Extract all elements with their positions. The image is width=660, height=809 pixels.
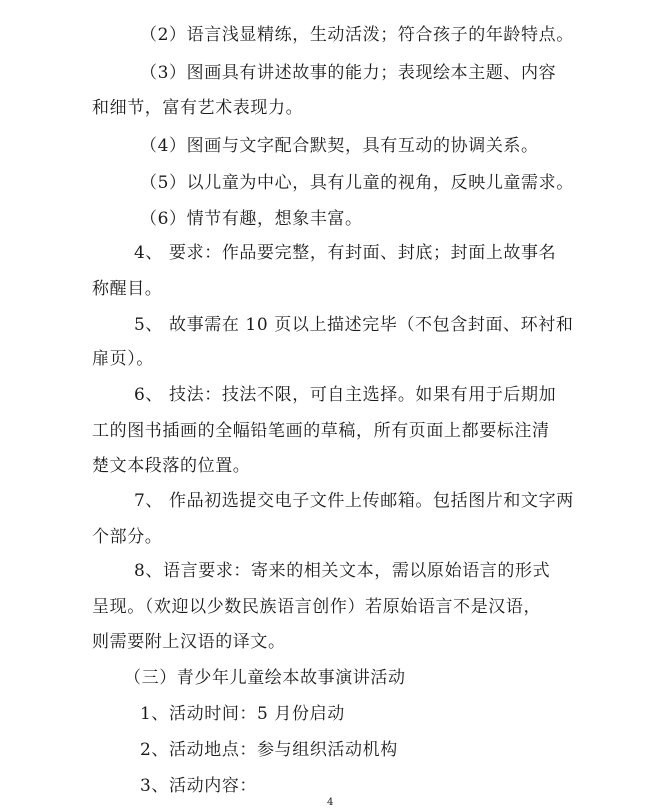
text-line-item-7b: 个部分。 xyxy=(92,527,163,547)
section-heading: （三）青少年儿童绘本故事演讲活动 xyxy=(124,668,406,688)
text-line-item-6c: 楚文本段落的位置。 xyxy=(92,456,251,476)
text-line-item-8b: 呈现。（欢迎以少数民族语言创作）若原始语言不是汉语， xyxy=(92,597,542,617)
page-number: 4 xyxy=(327,797,334,808)
text-line-criteria-6: （6）情节有趣，想象丰富。 xyxy=(140,209,363,229)
text-line-activity-place: 2、活动地点：参与组织活动机构 xyxy=(140,740,398,760)
text-line-criteria-4: （4）图画与文字配合默契，具有互动的协调关系。 xyxy=(140,136,539,156)
text-line-item-5a: 5、 故事需在 10 页以上描述完毕（不包含封面、环衬和 xyxy=(134,315,574,335)
text-line-item-4b: 称醒目。 xyxy=(92,279,163,299)
text-line-criteria-2: （2）语言浅显精练，生动活泼；符合孩子的年龄特点。 xyxy=(140,25,574,45)
text-line-item-8a: 8、语言要求：寄来的相关文本，需以原始语言的形式 xyxy=(134,561,551,581)
text-line-criteria-3a: （3）图画具有讲述故事的能力；表现绘本主题、内容 xyxy=(140,63,557,83)
text-line-item-4a: 4、 要求：作品要完整，有封面、封底；封面上故事名 xyxy=(134,243,557,263)
text-line-criteria-5: （5）以儿童为中心，具有儿童的视角，反映儿童需求。 xyxy=(140,173,574,193)
text-line-item-6a: 6、 技法：技法不限，可自主选择。如果有用于后期加 xyxy=(134,385,557,405)
text-line-criteria-3b: 和细节，富有艺术表现力。 xyxy=(92,98,304,118)
text-line-item-8c: 则需要附上汉语的译文。 xyxy=(92,632,286,652)
text-line-item-7a: 7、 作品初选提交电子文件上传邮箱。包括图片和文字两 xyxy=(134,491,574,511)
text-line-item-5b: 扉页）。 xyxy=(92,349,154,369)
text-line-activity-time: 1、活动时间：5 月份启动 xyxy=(140,704,345,724)
text-line-activity-content: 3、活动内容： xyxy=(140,776,258,796)
text-line-item-6b: 工的图书插画的全幅铅笔画的草稿，所有页面上都要标注清 xyxy=(92,421,550,441)
